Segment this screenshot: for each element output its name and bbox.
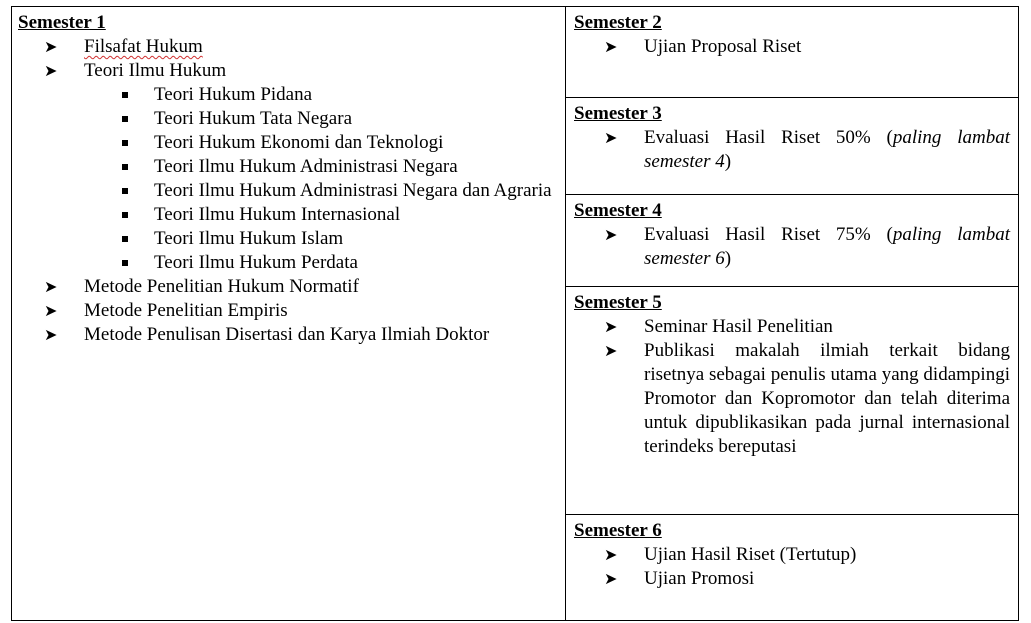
- square-bullet-icon: [122, 164, 128, 170]
- semester-3-header: Semester 3: [574, 103, 662, 124]
- sublist-item-label: Teori Ilmu Hukum Administrasi Negara: [154, 156, 458, 177]
- sublist-item: [18, 83, 559, 107]
- list-item: [18, 299, 559, 323]
- list-item-label: Metode Penulisan Disertasi dan Karya Ilmiah Doktor: [84, 324, 490, 345]
- arrow-bullet-icon: ➤: [44, 37, 58, 56]
- teori-sublist: [18, 83, 559, 275]
- list-item-label: Teori Ilmu Hukum: [84, 60, 227, 81]
- semester-6-header: Semester 6: [574, 520, 662, 541]
- sublist-item-label: Teori Ilmu Hukum Perdata: [154, 252, 358, 273]
- sublist-item: [18, 107, 559, 131]
- list-item: [18, 323, 559, 347]
- sublist-item: [18, 179, 559, 203]
- list-item-label: Filsafat Hukum: [84, 36, 203, 57]
- sublist-item-label: Teori Hukum Ekonomi dan Teknologi: [154, 132, 444, 153]
- semester-6-list: [574, 543, 1010, 591]
- sublist-item: [18, 203, 559, 227]
- list-item-label: Metode Penelitian Empiris: [84, 300, 288, 321]
- sublist-item: [18, 227, 559, 251]
- sublist-item-label: Teori Ilmu Hukum Islam: [154, 228, 344, 249]
- arrow-bullet-icon: ➤: [604, 341, 618, 360]
- list-item-label: Ujian Promosi: [644, 568, 755, 589]
- semester-1-list: [18, 35, 559, 83]
- list-item-label: Ujian Proposal Riset: [644, 36, 802, 57]
- semester-1-header: Semester 1: [18, 12, 106, 33]
- semester-1-cell: [12, 7, 566, 620]
- arrow-bullet-icon: ➤: [44, 301, 58, 320]
- arrow-bullet-icon: ➤: [44, 277, 58, 296]
- sublist-item-label: Teori Hukum Tata Negara: [154, 108, 352, 129]
- sublist-item-label: Teori Ilmu Hukum Administrasi Negara dan Agraria: [154, 180, 552, 201]
- arrow-bullet-icon: ➤: [604, 545, 618, 564]
- list-item: [574, 126, 1010, 174]
- list-item: [574, 543, 1010, 567]
- arrow-bullet-icon: ➤: [604, 37, 618, 56]
- square-bullet-icon: [122, 212, 128, 218]
- list-item-close-paren: ): [724, 151, 732, 172]
- semester-5-list: [574, 315, 1010, 459]
- right-column: [566, 7, 1018, 620]
- curriculum-table: [11, 6, 1019, 621]
- list-item-close-paren: ): [724, 248, 732, 269]
- list-item: [574, 339, 1010, 459]
- semester-4-list: [574, 223, 1010, 271]
- list-item: [574, 567, 1010, 591]
- list-item-label: Evaluasi Hasil Riset 50% (: [644, 127, 893, 148]
- list-item-label: Ujian Hasil Riset (Tertutup): [644, 544, 857, 565]
- list-item: [574, 35, 1010, 59]
- square-bullet-icon: [122, 116, 128, 122]
- list-item-label: Seminar Hasil Penelitian: [644, 316, 833, 337]
- arrow-bullet-icon: ➤: [604, 225, 618, 244]
- list-item: [574, 223, 1010, 271]
- square-bullet-icon: [122, 236, 128, 242]
- arrow-bullet-icon: ➤: [604, 128, 618, 147]
- list-item-italic-note: paling lambat semester 6: [644, 224, 1010, 269]
- list-item-label: Publikasi makalah ilmiah terkait bidang risetnya sebagai penulis utama yang didampingi Promotor dan Kopromotor dan telah diterima untuk dipublikasikan pada jurnal internasional terindeks bereputasi: [644, 340, 1010, 457]
- semester-5-header: Semester 5: [574, 292, 662, 313]
- square-bullet-icon: [122, 188, 128, 194]
- square-bullet-icon: [122, 92, 128, 98]
- semester-6-cell: [566, 515, 1018, 620]
- arrow-bullet-icon: ➤: [44, 325, 58, 344]
- semester-3-cell: [566, 98, 1018, 195]
- list-item-italic-note: paling lambat semester 4: [644, 127, 1010, 172]
- semester-2-cell: [566, 7, 1018, 98]
- arrow-bullet-icon: ➤: [44, 61, 58, 80]
- arrow-bullet-icon: ➤: [604, 317, 618, 336]
- list-item-label: Evaluasi Hasil Riset 75% (: [644, 224, 893, 245]
- sublist-item-label: Teori Hukum Pidana: [154, 84, 313, 105]
- semester-4-cell: [566, 195, 1018, 287]
- sublist-item-label: Teori Ilmu Hukum Internasional: [154, 204, 401, 225]
- semester-4-header: Semester 4: [574, 200, 662, 221]
- semester-5-cell: [566, 287, 1018, 515]
- arrow-bullet-icon: ➤: [604, 569, 618, 588]
- semester-2-header: Semester 2: [574, 12, 662, 33]
- list-item: [18, 35, 559, 59]
- list-item: [18, 59, 559, 83]
- list-item: [574, 315, 1010, 339]
- list-item: [18, 275, 559, 299]
- square-bullet-icon: [122, 260, 128, 266]
- semester-1-list-continued: [18, 275, 559, 347]
- sublist-item: [18, 131, 559, 155]
- sublist-item: [18, 251, 559, 275]
- square-bullet-icon: [122, 140, 128, 146]
- sublist-item: [18, 155, 559, 179]
- semester-2-list: [574, 35, 1010, 59]
- list-item-label: Metode Penelitian Hukum Normatif: [84, 276, 359, 297]
- semester-3-list: [574, 126, 1010, 174]
